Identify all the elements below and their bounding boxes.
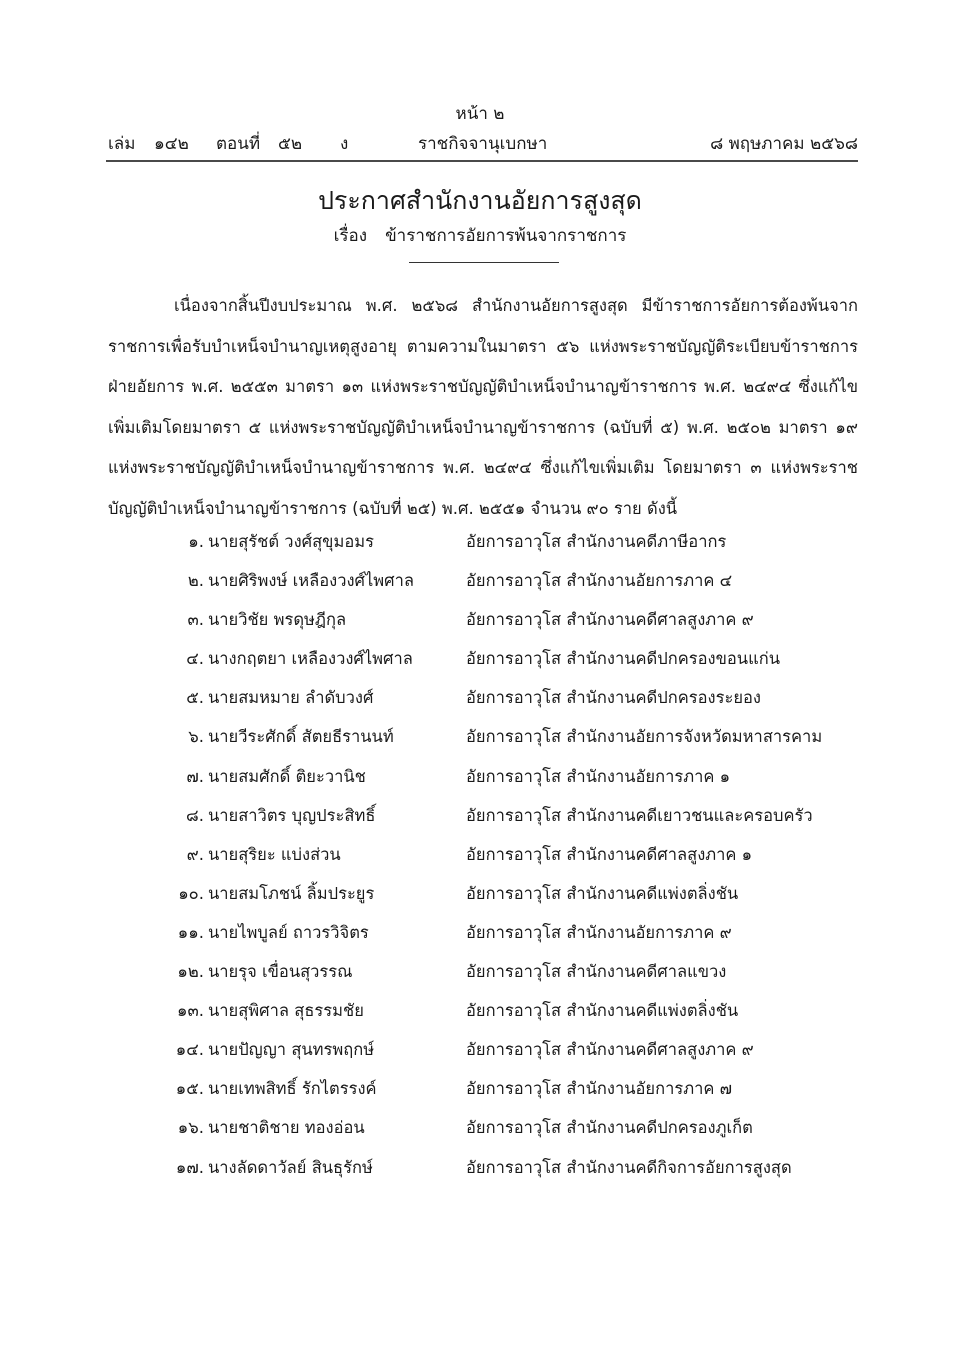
list-item	[0, 1030, 960, 1069]
item-number: ๘.	[186, 805, 204, 825]
official-position: อัยการอาวุโส สำนักงานอัยการภาค ๗	[466, 1079, 733, 1099]
official-position: อัยการอาวุโส สำนักงานคดีกิจการอัยการสูงสุด	[466, 1157, 792, 1177]
section-letter: ง	[340, 134, 349, 154]
volume-label: เล่ม	[108, 134, 136, 154]
gazette-name: ราชกิจจานุเบกษา	[418, 134, 548, 154]
subject-text: ข้าราชการอัยการพ้นจากราชการ	[385, 226, 627, 246]
official-name: นายสมโภชน์ ลิ้มประยูร	[208, 883, 375, 903]
item-number: ๑๒.	[177, 962, 204, 982]
item-number: ๙.	[186, 844, 204, 864]
official-position: อัยการอาวุโส สำนักงานคดีศาลสูงภาค ๙	[466, 610, 754, 630]
item-number: ๗.	[186, 766, 204, 786]
list-item	[0, 835, 960, 874]
official-name: นางกฤตยา เหลืองวงศ์ไพศาล	[208, 649, 413, 669]
official-position: อัยการอาวุโส สำนักงานคดีปกครองระยอง	[466, 688, 761, 708]
announcement-title: ประกาศสำนักงานอัยการสูงสุด	[318, 186, 642, 215]
list-item	[0, 1108, 960, 1147]
list-item	[0, 639, 960, 678]
official-name: นายศิริพงษ์ เหลืองวงศ์ไพศาล	[208, 571, 415, 591]
list-item	[0, 1069, 960, 1108]
publication-date: ๘ พฤษภาคม ๒๕๖๘	[710, 134, 858, 154]
list-item	[0, 913, 960, 952]
issue-number: ๕๒	[278, 134, 303, 154]
item-number: ๑๖.	[177, 1118, 204, 1138]
official-position: อัยการอาวุโส สำนักงานคดีเยาวชนและครอบครัว	[466, 805, 813, 825]
official-position: อัยการอาวุโส สำนักงานคดีปกครองภูเก็ต	[466, 1118, 753, 1138]
official-name: นายสุริยะ แบ่งส่วน	[208, 844, 341, 864]
official-name: นางลัดดาวัลย์ สินธุรักษ์	[208, 1157, 373, 1177]
official-position: อัยการอาวุโส สำนักงานคดีแพ่งตลิ่งชัน	[466, 883, 739, 903]
announcement-subject	[0, 224, 960, 248]
official-name: นายสาวิตร บุญประสิทธิ์	[208, 805, 376, 825]
item-number: ๑๓.	[177, 1001, 204, 1021]
official-position: อัยการอาวุโส สำนักงานคดีปกครองขอนแก่น	[466, 649, 780, 669]
body-paragraph: เนื่องจากสิ้นปีงบประมาณ พ.ศ. ๒๕๖๘ สำนักงานอัยการสูงสุด มีข้าราชการอัยการต้องพ้นจากราชการเพื่อรับบำเหน็จบำนาญเหตุสูงอายุ ตามความในมาตรา ๕๖ แห่งพระราชบัญญัติระเบียบข้าราชการฝ่ายอัยการ พ.ศ. ๒๕๕๓ มาตรา ๑๓ แห่งพระราชบัญญัติบำเหน็จบำนาญข้าราชการ พ.ศ. ๒๔๙๔ ซึ่งแก้ไขเพิ่มเติมโดยมาตรา ๕ แห่งพระราชบัญญัติบำเหน็จบำนาญข้าราชการ (ฉบับที่ ๕) พ.ศ. ๒๕๐๒ มาตรา ๑๙ แห่งพระราชบัญญัติบำเหน็จบำนาญข้าราชการ พ.ศ. ๒๔๙๔ ซึ่งแก้ไขเพิ่มเติม โดยมาตรา ๓ แห่งพระราชบัญญัติบำเหน็จบำนาญข้าราชการ (ฉบับที่ ๒๕) พ.ศ. ๒๕๕๑ จำนวน ๙๐ ราย ดังนี้	[108, 296, 858, 518]
list-item	[0, 952, 960, 991]
subject-label: เรื่อง	[333, 226, 368, 246]
item-number: ๓.	[187, 610, 204, 630]
list-item	[0, 757, 960, 796]
item-number: ๒.	[187, 571, 204, 591]
official-name: นายปัญญา สุนทรพฤกษ์	[208, 1040, 375, 1060]
list-item	[0, 796, 960, 835]
official-name: นายสุรัชต์ วงศ์สุขุมอมร	[208, 532, 374, 551]
official-position: อัยการอาวุโส สำนักงานคดีศาลแขวง	[466, 962, 727, 982]
official-name: นายสุพิศาล สุธรรมชัย	[208, 1001, 364, 1021]
list-item	[0, 522, 960, 561]
list-item	[0, 874, 960, 913]
official-name: นายชาติชาย ทองอ่อน	[208, 1118, 365, 1138]
official-position: อัยการอาวุโส สำนักงานคดีแพ่งตลิ่งชัน	[466, 1001, 739, 1021]
item-number: ๑.	[188, 532, 204, 551]
item-number: ๑๑.	[177, 922, 204, 942]
item-number: ๑๕.	[175, 1079, 204, 1099]
item-number: ๖.	[188, 727, 204, 747]
official-name: นายสมศักดิ์ ติยะวานิช	[208, 766, 366, 786]
header-divider	[106, 160, 858, 162]
official-name: นายสมหมาย ลำดับวงศ์	[208, 688, 374, 708]
list-item	[0, 600, 960, 639]
item-number: ๑๔.	[175, 1040, 204, 1060]
official-name: นายเทพสิทธิ์ รักไตรรงค์	[208, 1079, 377, 1099]
official-name: นายวิชัย พรดุษฎีกุล	[208, 610, 347, 630]
official-position: อัยการอาวุโส สำนักงานคดีศาลสูงภาค ๙	[466, 1040, 754, 1060]
official-position: อัยการอาวุโส สำนักงานอัยการจังหวัดมหาสารคาม	[466, 727, 823, 747]
officials-list	[0, 522, 960, 1187]
official-position: อัยการอาวุโส สำนักงานคดีศาลสูงภาค ๑	[466, 844, 753, 864]
item-number: ๔.	[186, 649, 204, 669]
official-name: นายไพบูลย์ ถาวรวิจิตร	[208, 922, 369, 942]
volume-number: ๑๔๒	[154, 134, 189, 154]
issue-label: ตอนที่	[216, 134, 261, 154]
list-item	[0, 561, 960, 600]
list-item	[0, 678, 960, 717]
official-position: อัยการอาวุโส สำนักงานอัยการภาค ๑	[466, 766, 731, 786]
item-number: ๑๗.	[175, 1157, 204, 1177]
list-item	[0, 717, 960, 756]
gazette-header	[108, 132, 858, 156]
official-name: นายวีระศักดิ์ สัตยธีรานนท์	[208, 727, 394, 747]
page-number: หน้า ๒	[455, 104, 505, 124]
official-name: นายรุจ เขื่อนสุวรรณ	[208, 962, 353, 982]
official-position: อัยการอาวุโส สำนักงานอัยการภาค ๙	[466, 922, 732, 942]
list-item	[0, 991, 960, 1030]
item-number: ๕.	[186, 688, 204, 708]
item-number: ๑๐.	[178, 883, 204, 903]
list-item	[0, 1148, 960, 1187]
official-position: อัยการอาวุโส สำนักงานคดีภาษีอากร	[466, 532, 727, 551]
official-position: อัยการอาวุโส สำนักงานอัยการภาค ๔	[466, 571, 733, 591]
title-divider	[409, 262, 559, 263]
